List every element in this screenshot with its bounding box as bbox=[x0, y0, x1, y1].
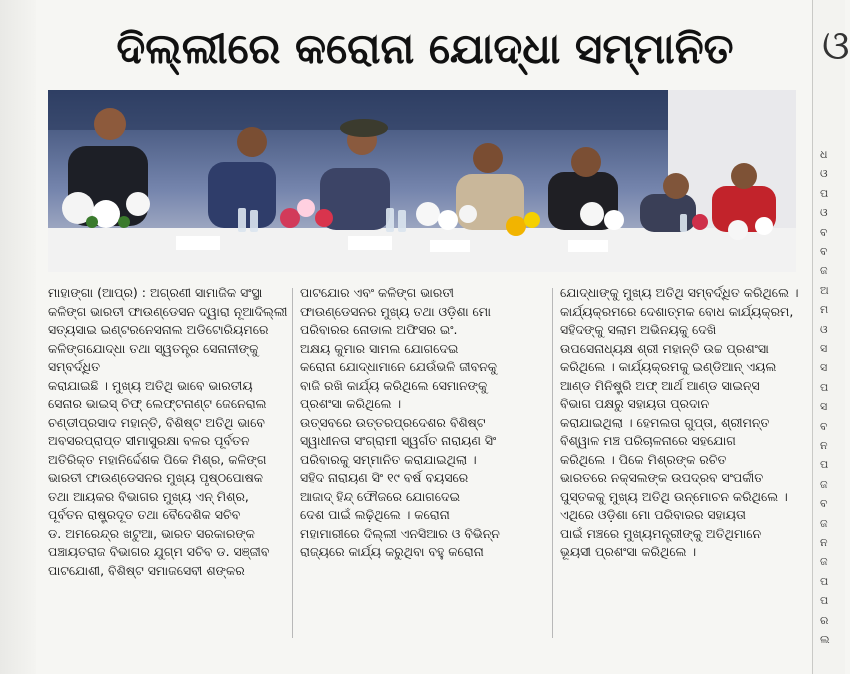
adjacent-text-glyph: ବ bbox=[820, 245, 828, 258]
article-column-3 bbox=[560, 284, 810, 562]
column-rule-2 bbox=[552, 288, 553, 638]
adjacent-text-glyph: ସ bbox=[820, 400, 828, 414]
adjacent-text-glyph: ଜ bbox=[820, 264, 828, 278]
adjacent-text-glyph: ଜ bbox=[820, 555, 828, 569]
adjacent-text-glyph: ପ bbox=[820, 574, 829, 588]
adjacent-text-glyph: ନ bbox=[820, 536, 828, 549]
adjacent-text-glyph: ପ bbox=[820, 458, 829, 472]
column-2-text: ପାଟଯୋର ଏବଂ କଳିଙ୍ଗ ଭାରତୀ ଫାଉଣ୍ଡେସନର ମୁଖ୍ୟ ତଥା ଓଡ଼ିଶା ମୋ ପରିବାରର ନୋଡାଲ ଅଫିସର ଇଂ. ଅକ୍ଷୟ କୁମାର ସାମଲ ଯୋଗଦେଇ କରୋନା ଯୋଦ୍ଧାମାନେ ଯେଉଁଭଳି ଜୀବନକୁ ବାଜି ରଖି କାର୍ଯ୍ୟ କରିଥିଲେ ସେମାନଙ୍କୁ ପ୍ରଶଂସା କରିଥିଲେ । ଉତ୍ସବରେ ଉତ୍ତରପ୍ରଦେଶର ବିଶିଷ୍ଟ ସ୍ୱାଧୀନତା ସଂଗ୍ରାମୀ ସ୍ୱର୍ଗତ ନାରାୟଣ ସିଂ ପରିବାରକୁ ସମ୍ମାନିତ କରାଯାଇଥିଲା । ସହିଦ ନାରାୟଣ ସିଂ ୧୯ ବର୍ଷ ବୟସରେ ଆଜାଦ୍ ହିନ୍ଦ୍ ଫୌଜରେ ଯୋଗଦେଇ ଦେଶ ପାଇଁ ଲଢ଼ିଥିଲେ । କରୋନା ମହାମାରୀରେ ଦିଲ୍ଲୀ ଏନସିଆର ଓ ବିଭିନ୍ନ ରାଜ୍ୟରେ କାର୍ଯ୍ୟ କରୁଥିବା ବହୁ କରୋନା bbox=[300, 285, 500, 559]
adjacent-text-glyph: ପ bbox=[820, 594, 829, 608]
adjacent-text-glyph: ଓ bbox=[820, 206, 828, 220]
event-photo bbox=[48, 90, 796, 272]
adjacent-text-glyph: ଜ bbox=[820, 477, 828, 491]
adjacent-text-glyph: ସ bbox=[820, 361, 828, 375]
column-1-text: ମାହାଙ୍ଗା (ଆପ୍ର) : ଅଗ୍ରଣୀ ସାମାଜିକ ସଂସ୍ଥା କଳିଙ୍ଗ ଭାରତୀ ଫାଉଣ୍ଡେସନ ଦ୍ୱାରା ନୂଆଦିଲ୍ଲୀ ସତ୍ୟସାଇ ଇଣ୍ଟରନେସନାଲ ଅଡିଟୋରିୟମରେ କଳିଙ୍ଗଯୋଦ୍ଧା ତଥା ସ୍ୱତନ୍ତ୍ର ସେନାନୀଙ୍କୁ ସମ୍ବର୍ଦ୍ଧିତ କରାଯାଇଛି । ମୁଖ୍ୟ ଅତିଥି ଭାବେ ଭାରତୀୟ ସେନାର ଭାଇସ୍ ଚିଫ୍ ଲେଫ୍ଟନାଣ୍ଟ ଜେନେରାଲ ଚଣ୍ଡୀପ୍ରସାଦ ମହାନ୍ତି, ବିଶିଷ୍ଟ ଅତିଥି ଭାବେ ଅବସରପ୍ରାପ୍ତ ସୀମାସୁରକ୍ଷା ବଳର ପୂର୍ବତନ ଅତିରିକ୍ତ ମହାନିର୍ଦ୍ଦେଶକ ପିକେ ମିଶ୍ର, କଳିଙ୍ଗ ଭାରତୀ ଫାଉଣ୍ଡେସନର ମୁଖ୍ୟ ପୃଷ୍ଠପୋଷକ ତଥା ଆୟକର ବିଭାଗର ମୁଖ୍ୟ ଏନ୍ ମିଶ୍ର, ପୂର୍ବତନ ରାଷ୍ଟ୍ରଦୂତ ତଥା ବୈଦେଶିକ ସଚିବ ଡ. ଅମରେନ୍ଦ୍ର ଖଟୁଆ, ଭାରତ ସରକାରଙ୍କ ପଞ୍ଚାୟତରାଜ ବିଭାଗର ଯୁଗ୍ମ ସଚିବ ଡ. ସଞ୍ଜୀବ ପାଟଯୋଶୀ, ବିଶିଷ୍ଟ ସମାଜସେବୀ ଶଙ୍କର bbox=[48, 285, 288, 578]
adjacent-text-glyph: ପ bbox=[820, 380, 829, 394]
adjacent-text-glyph: ବ bbox=[820, 225, 828, 239]
adjacent-text-glyph: ନ bbox=[820, 439, 828, 452]
adjacent-text-glyph: ବ bbox=[820, 497, 828, 511]
adjacent-text-glyph: ଧ bbox=[820, 148, 828, 161]
column-3-text: ଯୋଦ୍ଧାଙ୍କୁ ମୁଖ୍ୟ ଅତିଥି ସମ୍ବର୍ଦ୍ଧିତ କରିଥିଲେ । କାର୍ଯ୍ୟକ୍ରମରେ ଦେଶାତ୍ମକ ବୋଧ କାର୍ଯ୍ୟକ୍ରମ, ସହିଦଙ୍କୁ ସଲାମ ଅଭିନୟକୁ ଦେଖି ଉପସେନାଧ୍ୟକ୍ଷ ଶ୍ରୀ ମହାନ୍ତି ଉଚ୍ଚ ପ୍ରଶଂସା କରିଥିଲେ । କାର୍ଯ୍ୟକ୍ରମକୁ ଇଣ୍ଡିଆନ୍ ଏୟଲ ଆଣ୍ଡ ମିନିଷ୍ଟ୍ରି ଅଫ୍ ଆର୍ଥ ଆଣ୍ଡ ସାଇନ୍ସ ବିଭାଗ ପକ୍ଷରୁ ସହାୟତା ପ୍ରଦାନ କରାଯାଇଥିଲା । ହେମଲତା ଗୁପ୍ତା, ଶ୍ରୀମନ୍ତ ବିଶ୍ୱାଳ ମଞ୍ଚ ପରିଚାଳନାରେ ସହଯୋଗ କରିଥିଲେ । ପିକେ ମିଶ୍ରଙ୍କ ରଚିତ ଭାରତରେ ନକ୍ସଲଙ୍କ ଉପଦ୍ରବ ସଂପର୍କୀତ ପୁସ୍ତକକୁ ମୁଖ୍ୟ ଅତିଥି ଉନ୍ମୋଚନ କରିଥିଲେ । ଏଥିରେ ଓଡ଼ିଶା ମୋ ପରିବାରର ସହାୟତା ପାଇଁ ମଞ୍ଚରେ ମୁଖ୍ୟମନ୍ତ୍ରୀଙ୍କୁ ଅତିଥିମାନେ ଭୂୟସୀ ପ୍ରଶଂସା କରିଥିଲେ । bbox=[560, 285, 799, 559]
article-column-1 bbox=[48, 284, 298, 580]
adjacent-text-glyph: ଲ bbox=[820, 633, 830, 646]
page-left-edge bbox=[0, 0, 36, 674]
stage-illustration bbox=[48, 90, 796, 272]
adjacent-text-glyph: ବ bbox=[820, 419, 828, 433]
adjacent-text-glyph: ପ bbox=[820, 186, 829, 200]
adjacent-headline-fragment: ଓ bbox=[822, 23, 850, 69]
adjacent-text-glyph: ର bbox=[820, 613, 829, 627]
article-column-2 bbox=[300, 284, 550, 562]
adjacent-text-glyph: ଜ bbox=[820, 516, 828, 530]
adjacent-text-glyph: ଅ bbox=[820, 283, 829, 297]
adjacent-text-glyph: ଓ bbox=[820, 322, 828, 336]
headline: ଦିଲ୍ଲୀରେ କରୋନା ଯୋଦ୍ଧା ସମ୍ମାନିତ bbox=[116, 24, 734, 73]
adjacent-article-edge bbox=[812, 0, 845, 674]
adjacent-text-glyph: ସ bbox=[820, 342, 828, 355]
adjacent-text-glyph: ଓ bbox=[820, 167, 828, 181]
adjacent-text-glyph: ମ bbox=[820, 303, 829, 317]
